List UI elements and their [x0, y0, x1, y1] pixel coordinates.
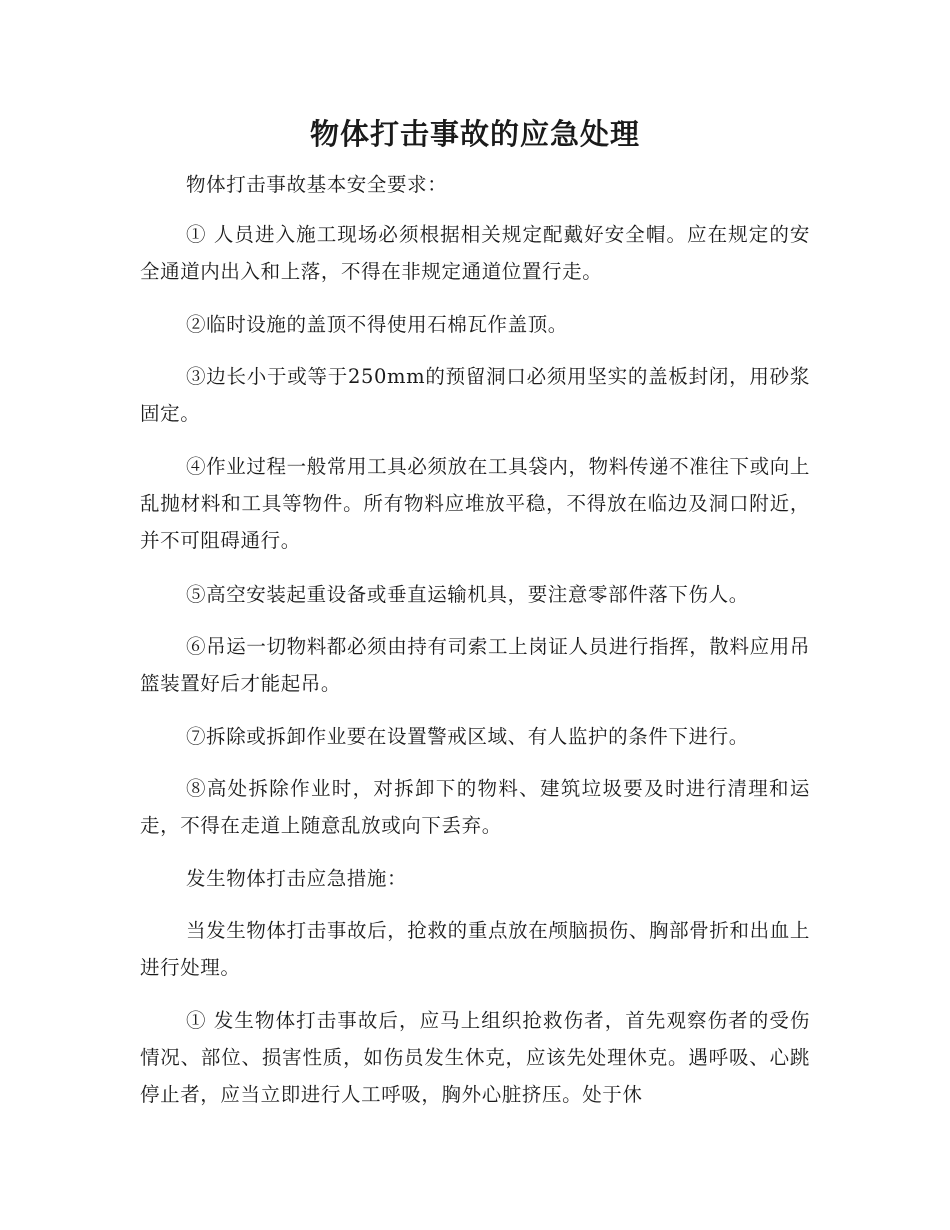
- paragraph-item-3: ③边长小于或等于250mm的预留洞口必须用坚实的盖板封闭，用砂浆固定。: [140, 365, 810, 425]
- paragraph-intro-measures: 当发生物体打击事故后，抢救的重点放在颅脑损伤、胸部骨折和出血上进行处理。: [140, 919, 810, 979]
- paragraph-item-2: ②临时设施的盖顶不得使用石棉瓦作盖顶。: [186, 313, 568, 336]
- paragraph-item-5: ⑤高空安装起重设备或垂直运输机具，要注意零部件落下伤人。: [186, 583, 749, 606]
- paragraph-item-6: ⑥吊运一切物料都必须由持有司索工上岗证人员进行指挥，散料应用吊篮装置好后才能起吊。: [140, 635, 810, 695]
- paragraph-measure-1: ① 发生物体打击事故后，应马上组织抢救伤者，首先观察伤者的受伤情况、部位、损害性质，如伤员发生休克，应该先处理休克。遇呼吸、心跳停止者，应当立即进行人工呼吸，胸外心脏挤压。处于休: [140, 1009, 810, 1106]
- document-title: 物体打击事故的应急处理: [309, 117, 640, 151]
- section-heading-requirements: 物体打击事故基本安全要求：: [186, 173, 448, 196]
- document-page: [140, 0, 810, 1230]
- paragraph-item-1: ① 人员进入施工现场必须根据相关规定配戴好安全帽。应在规定的安全通道内出入和上落，不得在非规定通道位置行走。: [140, 223, 810, 283]
- paragraph-item-8: ⑧高处拆除作业时，对拆卸下的物料、建筑垃圾要及时进行清理和运走，不得在走道上随意乱放或向下丢弃。: [140, 777, 810, 837]
- paragraph-item-7: ⑦拆除或拆卸作业要在设置警戒区域、有人监护的条件下进行。: [186, 725, 749, 748]
- section-heading-measures: 发生物体打击应急措施：: [186, 867, 408, 890]
- paragraph-item-4: ④作业过程一般常用工具必须放在工具袋内，物料传递不准往下或向上乱抛材料和工具等物件。所有物料应堆放平稳，不得放在临边及洞口附近，并不可阻碍通行。: [140, 455, 810, 552]
